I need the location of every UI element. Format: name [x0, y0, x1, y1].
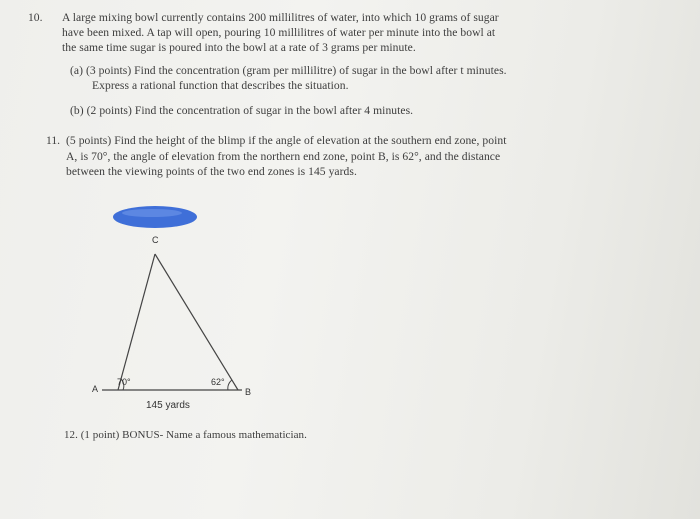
label-c: C — [152, 235, 159, 245]
angle-a-label: 70° — [117, 377, 131, 387]
q10-text-line-3: the same time sugar is poured into the bowl at a rate of 3 grams per minute. — [62, 41, 416, 54]
q11-text-line-1: (5 points) Find the height of the blimp if the angle of elevation at the southern end zone, point — [66, 134, 507, 147]
q10-number: 10. — [28, 11, 43, 24]
blimp-triangle-diagram — [80, 195, 280, 425]
label-b: B — [245, 387, 252, 397]
base-length-label: 145 yards — [146, 400, 190, 411]
angle-arc-b — [228, 380, 232, 390]
triangle-side-ac — [118, 254, 155, 390]
q12-line: 12. (1 point) BONUS- Name a famous mathematician. — [64, 429, 307, 441]
label-a: A — [92, 384, 99, 394]
q10-text-line-2: have been mixed. A tap will open, pouring 10 millilitres of water per minute into the bowl at — [62, 26, 496, 39]
q11-text-line-3: between the viewing points of the two end zones is 145 yards. — [66, 165, 357, 178]
q10b-line: (b) (2 points) Find the concentration of sugar in the bowl after 4 minutes. — [70, 104, 414, 117]
blimp-highlight — [122, 209, 182, 217]
q10a-line-1: (a) (3 points) Find the concentration (gram per millilitre) of sugar in the bowl after t minutes. — [70, 64, 507, 77]
angle-b-label: 62° — [211, 377, 225, 387]
q11-number: 11. — [46, 134, 61, 147]
q10-text-line-1: A large mixing bowl currently contains 200 millilitres of water, into which 10 grams of sugar — [62, 11, 499, 24]
triangle-side-bc — [155, 254, 238, 390]
q10a-line-2: Express a rational function that describes the situation. — [92, 79, 349, 92]
q11-text-line-2: A, is 70°, the angle of elevation from the northern end zone, point B, is 62°, and the distance — [66, 150, 501, 163]
